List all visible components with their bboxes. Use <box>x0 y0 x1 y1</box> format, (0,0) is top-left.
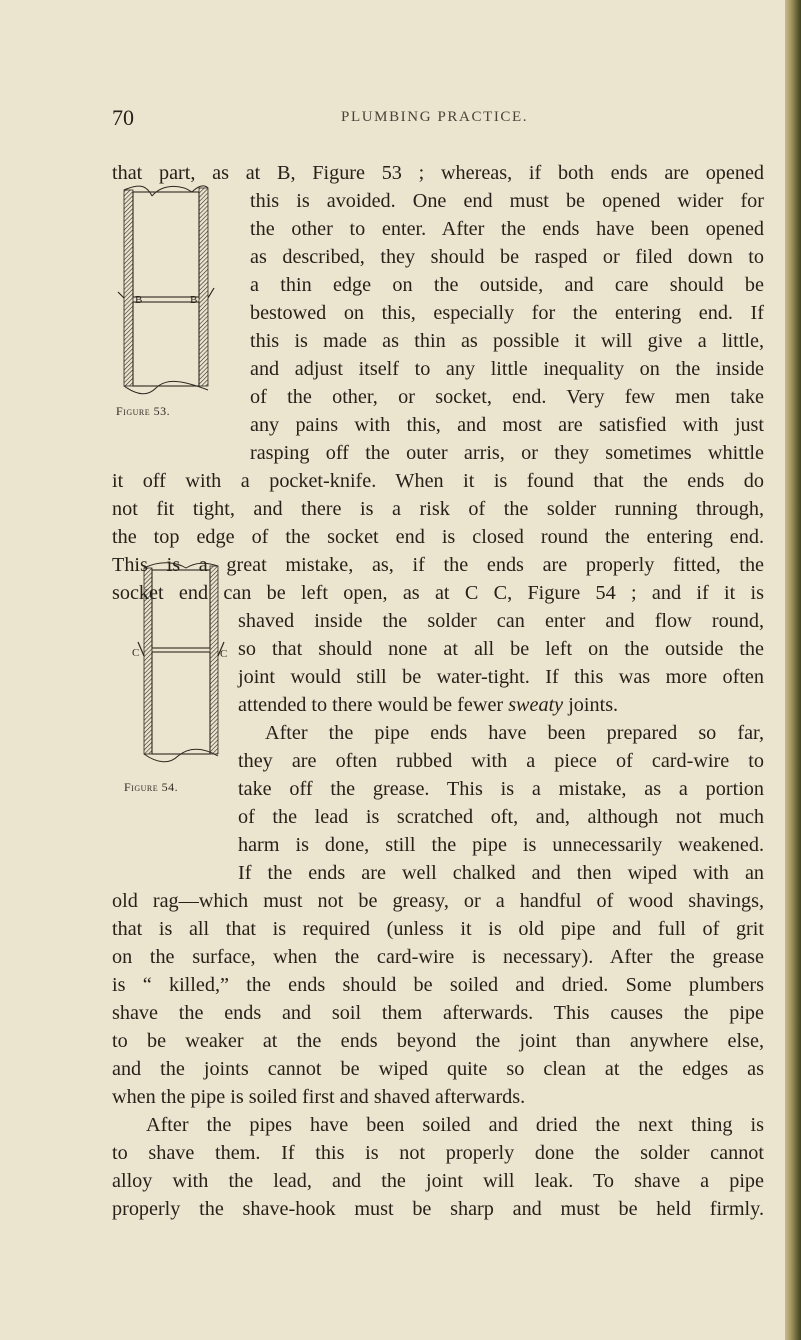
page-number: 70 <box>112 105 134 130</box>
emphasis-word: sweaty <box>508 694 564 716</box>
body-line: shaved inside the solder can enter and flow round, <box>238 610 764 632</box>
figure-54-caption: Figure 54. <box>124 780 179 794</box>
body-line: bestowed on this, especially for the entering end. If <box>250 302 764 324</box>
body-line: and adjust itself to any little inequality on the inside <box>250 358 764 380</box>
body-line: and the joints cannot be wiped quite so clean at the edges as <box>112 1058 764 1080</box>
body-line: joint would still be water-tight. If this was more often <box>238 666 764 688</box>
body-line: take off the grease. This is a mistake, as a portion <box>238 778 764 800</box>
body-line: that part, as at B, Figure 53 ; whereas, if both ends are opened <box>112 162 764 184</box>
figure-53-label-right: B <box>190 294 198 306</box>
body-line: If the ends are well chalked and then wiped with an <box>238 862 764 884</box>
body-line: to be weaker at the ends beyond the joint than anywhere else, <box>112 1030 764 1052</box>
body-line: old rag—which must not be greasy, or a handful of wood shavings, <box>112 890 764 912</box>
body-line: of the lead is scratched oft, and, although not much <box>238 806 764 828</box>
figure-54-label-left: C <box>132 647 140 659</box>
figure-53-label-left: B <box>135 294 143 306</box>
running-head: PLUMBING PRACTICE. <box>341 109 529 125</box>
figure-54-label-right: C <box>220 648 228 660</box>
body-line: alloy with the lead, and the joint will leak. To shave a pipe <box>112 1170 764 1192</box>
body-line: harm is done, still the pipe is unnecessarily weakened. <box>238 834 764 856</box>
body-line: to shave them. If this is not properly done the solder cannot <box>112 1142 764 1164</box>
body-line: that is all that is required (unless it is old pipe and full of grit <box>112 918 764 940</box>
body-line: the top edge of the socket end is closed round the entering end. <box>112 526 764 548</box>
body-line: this is avoided. One end must be opened wider for <box>250 190 764 212</box>
body-line <box>238 690 764 720</box>
body-line: properly the shave-hook must be sharp and must be held firmly. <box>112 1198 764 1220</box>
body-line: is “ killed,” the ends should be soiled and dried. Some plumbers <box>112 974 764 996</box>
page-header <box>0 105 801 135</box>
body-line: After the pipe ends have been prepared so far, <box>265 722 764 744</box>
page-edge-shadow <box>785 0 801 1340</box>
body-line: when the pipe is soiled first and shaved afterwards. <box>112 1086 526 1108</box>
body-line: rasping off the outer arris, or they sometimes whittle <box>250 442 764 464</box>
body-line-text: attended to there would be fewer <box>238 694 509 716</box>
body-line: as described, they should be rasped or filed down to <box>250 246 764 268</box>
body-line: of the other, or socket, end. Very few men take <box>250 386 764 408</box>
body-line: a thin edge on the outside, and care should be <box>250 274 764 296</box>
body-line: After the pipes have been soiled and dried the next thing is <box>146 1114 764 1136</box>
body-line-text: joints. <box>563 694 619 716</box>
figure-53-caption: Figure 53. <box>116 404 171 418</box>
body-line: the other to enter. After the ends have been opened <box>250 218 764 240</box>
body-line: socket end can be left open, as at C C, Figure 54 ; and if it is <box>112 582 764 604</box>
body-line: This is a great mistake, as, if the ends are properly fitted, the <box>112 554 764 576</box>
figure-53 <box>108 182 236 402</box>
figure-53-drawing <box>108 182 236 402</box>
body-line: it off with a pocket-knife. When it is found that the ends do <box>112 470 764 492</box>
body-line: any pains with this, and most are satisfied with just <box>250 414 764 436</box>
body-line: not fit tight, and there is a risk of the solder running through, <box>112 498 764 520</box>
body-line: shave the ends and soil them afterwards. This causes the pipe <box>112 1002 764 1024</box>
body-line: on the surface, when the card-wire is necessary). After the grease <box>112 946 764 968</box>
body-line: they are often rubbed with a piece of card-wire to <box>238 750 764 772</box>
body-line: so that should none at all be left on the outside the <box>238 638 764 660</box>
body-line: this is made as thin as possible it will give a little, <box>250 330 764 352</box>
